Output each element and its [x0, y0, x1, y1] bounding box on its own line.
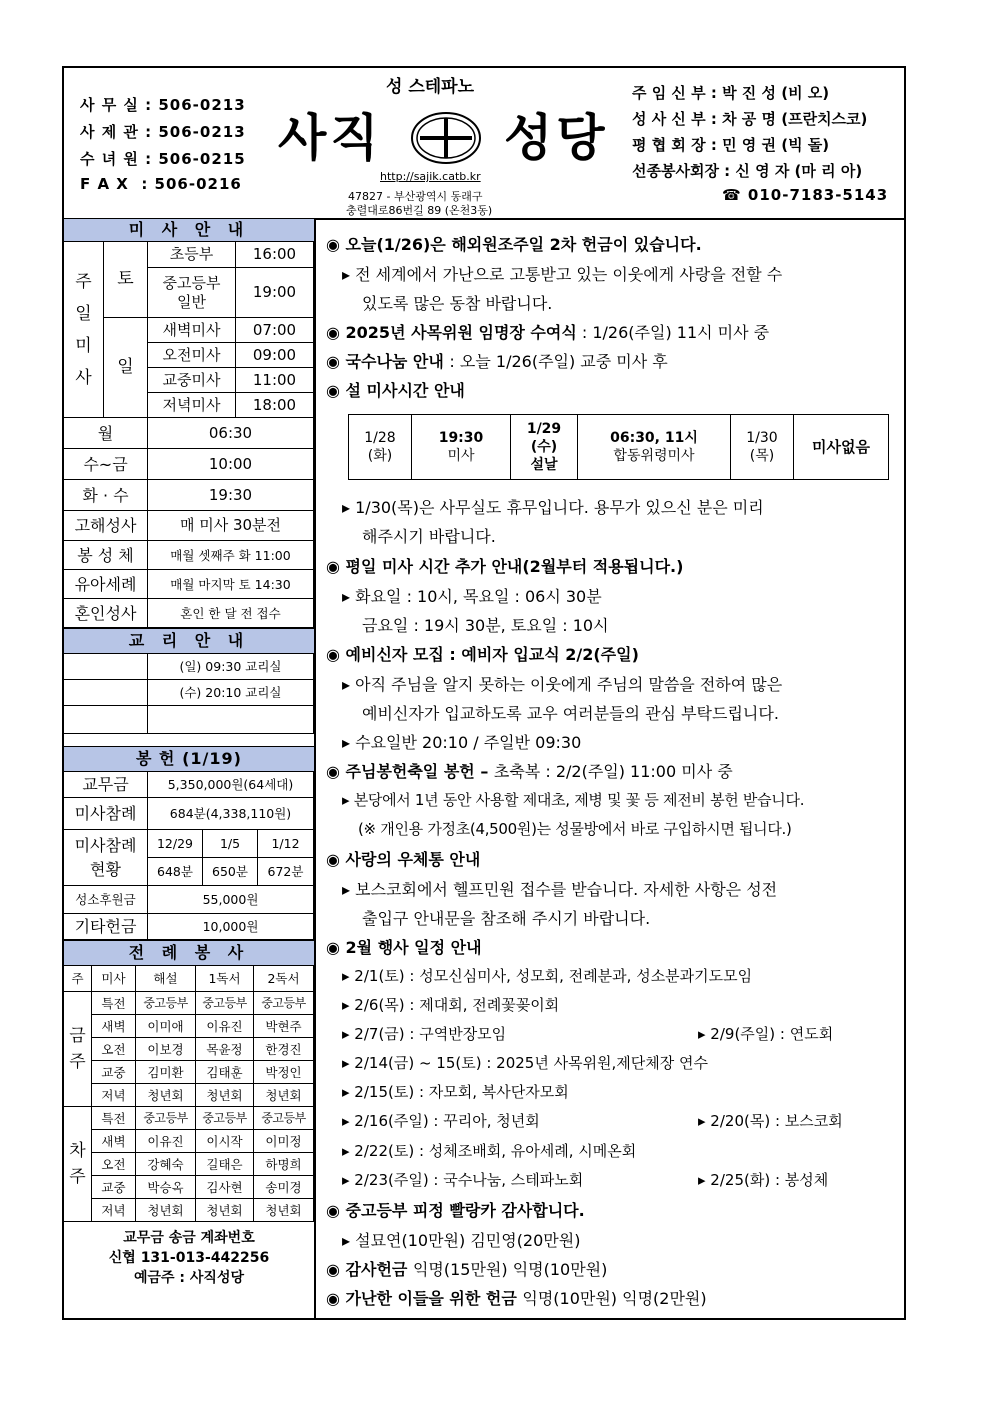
liturgy-cell: 강혜숙	[136, 1153, 196, 1176]
liturgy-section-title: 전 례 봉 사	[64, 940, 314, 966]
title-right: 성당	[504, 109, 609, 167]
event-line: ▸ 2/25(화) : 봉성체	[698, 1171, 829, 1189]
weekday-label: 월	[64, 418, 148, 449]
attendance-count: 672분	[258, 858, 314, 886]
address-line-2: 충렬대로86번길 89 (온천3동)	[346, 204, 493, 217]
liturgy-cell: 중고등부	[196, 992, 254, 1015]
liturgy-header: 해설	[136, 966, 196, 992]
mass-time: 18:00	[236, 393, 314, 418]
sacrament-label: 혼인성사	[64, 599, 148, 628]
address-line-1: 47827 - 부산광역시 동래구	[348, 190, 483, 203]
weekday-label: 화 · 수	[64, 480, 148, 511]
notice-line: ▸ 수요일반 20:10 / 주일반 09:30	[342, 733, 582, 752]
account-info	[64, 1228, 314, 1288]
notices-column	[316, 218, 904, 1318]
offering-label: 성소후원금	[64, 886, 148, 914]
event-line: ▸ 2/15(토) : 자모회, 복사단자모회	[342, 1083, 569, 1101]
liturgy-cell: 청년회	[136, 1084, 196, 1107]
mass-time: 09:00	[236, 343, 314, 368]
liturgy-cell: 이시작	[196, 1130, 254, 1153]
liturgy-cell: 김사현	[196, 1176, 254, 1199]
notice-title: ◉ 사랑의 우체통 안내	[326, 850, 481, 869]
sacrament-value: 매월 셋째주 화 11:00	[148, 541, 314, 570]
notice-line: ▸ 본당에서 1년 동안 사용할 제대초, 제병 및 꽃 등 제전비 봉헌 받습니다.	[342, 791, 805, 809]
event-line: ▸ 2/9(주일) : 연도회	[698, 1025, 834, 1043]
liturgy-mass: 특전	[92, 1107, 136, 1130]
staff-funeral: 선종봉사회장 : 신 영 자 (마 리 아)	[632, 162, 863, 180]
title-left: 사직	[278, 109, 383, 167]
contact-convent: 수 녀 원 : 506-0215	[80, 150, 246, 168]
notice-line: ▸ 아직 주님을 알지 못하는 이웃에게 주님의 말씀을 전하여 많은	[342, 675, 783, 694]
notice-title: ◉ 오늘(1/26)은 해외원조주일 2차 헌금이 있습니다.	[326, 235, 702, 254]
doctrine-row-label	[64, 706, 148, 734]
offering-label: 교무금	[64, 772, 148, 798]
seol-cell: 미사없음	[793, 414, 889, 480]
contact-fax: F A X : 506-0216	[80, 175, 242, 193]
week-label-this: 금 주	[64, 992, 92, 1107]
notice-title: ◉ 평일 미사 시간 추가 안내(2월부터 적용됩니다.)	[326, 557, 684, 576]
notice-line: 있도록 많은 동참 바랍니다.	[362, 294, 553, 313]
liturgy-cell: 이미정	[254, 1130, 314, 1153]
liturgy-cell: 길태은	[196, 1153, 254, 1176]
notice-title: ◉ 설 미사시간 안내	[326, 381, 465, 400]
liturgy-mass: 저녁	[92, 1084, 136, 1107]
weekday-time: 10:00	[148, 449, 314, 480]
notice-title: ◉ 가난한 이들을 위한 헌금 익명(10만원) 익명(2만원)	[326, 1289, 707, 1308]
attendance-date: 1/12	[258, 830, 314, 858]
mass-time: 07:00	[236, 318, 314, 343]
sunday-mass-label: 주 일 미 사	[64, 242, 104, 418]
liturgy-cell: 박승옥	[136, 1176, 196, 1199]
offering-value: 684분(4,338,110원)	[148, 798, 314, 830]
notice-line: (※ 개인용 가정초(4,500원)는 성물방에서 바로 구입하시면 됩니다.)	[358, 820, 792, 838]
event-line: ▸ 2/22(토) : 성체조배회, 유아세례, 시메온회	[342, 1142, 637, 1160]
offering-value: 55,000원	[148, 886, 314, 914]
notice-line: 예비신자가 입교하도록 교우 여러분들의 관심 부탁드립니다.	[362, 704, 779, 723]
liturgy-cell: 김태훈	[196, 1061, 254, 1084]
weekday-time: 06:30	[148, 418, 314, 449]
phone-number: ☎ 010-7183-5143	[722, 186, 889, 204]
mass-name: 교중미사	[148, 368, 236, 393]
event-line: ▸ 2/20(목) : 보스코회	[698, 1112, 843, 1130]
sacrament-value: 매월 마지막 토 14:30	[148, 570, 314, 599]
offering-label: 미사참례	[64, 798, 148, 830]
offering-value: 5,350,000원(64세대)	[148, 772, 314, 798]
liturgy-cell: 이보경	[136, 1038, 196, 1061]
saturday-label: 토	[104, 242, 148, 318]
liturgy-cell: 이미애	[136, 1015, 196, 1038]
liturgy-header: 1독서	[196, 966, 254, 992]
notice-title: ◉ 주님봉헌축일 봉헌 – 초축복 : 2/2(주일) 11:00 미사 중	[326, 762, 733, 781]
liturgy-cell: 청년회	[254, 1084, 314, 1107]
notice-line: ▸ 1/30(목)은 사무실도 휴무입니다. 용무가 있으신 분은 미리	[342, 498, 764, 517]
attendance-label: 미사참례 현황	[64, 830, 148, 886]
liturgy-cell: 중고등부	[196, 1107, 254, 1130]
week-label-next: 차 주	[64, 1107, 92, 1222]
notice-title: ◉ 국수나눔 안내 : 오늘 1/26(주일) 교중 미사 후	[326, 352, 668, 371]
seol-cell: 1/29 (수) 설날	[510, 414, 578, 480]
liturgy-cell: 김미환	[136, 1061, 196, 1084]
liturgy-header: 주	[64, 966, 92, 992]
liturgy-cell: 박정인	[254, 1061, 314, 1084]
sacrament-value: 매 미사 30분전	[148, 511, 314, 541]
seol-cell: 19:30 미사	[411, 414, 511, 480]
event-line: ▸ 2/23(주일) : 국수나눔, 스테파노회	[342, 1171, 584, 1189]
liturgy-mass: 오전	[92, 1153, 136, 1176]
doctrine-row	[148, 706, 314, 734]
mass-name: 초등부	[148, 242, 236, 268]
cross-logo-icon	[408, 110, 484, 166]
attendance-count: 648분	[148, 858, 203, 886]
liturgy-cell: 송미경	[254, 1176, 314, 1199]
sacrament-value: 혼인 한 달 전 접수	[148, 599, 314, 628]
liturgy-cell: 청년회	[254, 1199, 314, 1222]
liturgy-cell: 청년회	[196, 1199, 254, 1222]
liturgy-mass: 새벽	[92, 1130, 136, 1153]
offering-section-title: 봉 헌 (1/19)	[64, 746, 314, 772]
left-column	[64, 218, 316, 1318]
liturgy-mass: 오전	[92, 1038, 136, 1061]
liturgy-cell: 박현주	[254, 1015, 314, 1038]
notice-line: 금요일 : 19시 30분, 토요일 : 10시	[362, 616, 609, 635]
mass-name: 저녁미사	[148, 393, 236, 418]
event-line: ▸ 2/6(목) : 제대회, 전례꽃꽂이회	[342, 996, 560, 1014]
notice-line: ▸ 전 세계에서 가난으로 고통받고 있는 이웃에게 사랑을 전할 수	[342, 265, 783, 284]
liturgy-mass: 교중	[92, 1176, 136, 1199]
liturgy-cell: 중고등부	[136, 992, 196, 1015]
header	[64, 68, 904, 220]
notice-title: ◉ 예비신자 모집 : 예비자 입교식 2/2(주일)	[326, 645, 639, 664]
account-holder: 예금주 : 사직성당	[133, 1270, 244, 1286]
contact-office: 사 무 실 : 506-0213	[80, 96, 246, 114]
liturgy-cell: 이유진	[136, 1130, 196, 1153]
notice-line: 출입구 안내문을 참조해 주시기 바랍니다.	[362, 909, 651, 928]
sacrament-label: 고해성사	[64, 511, 148, 541]
notice-title: ◉ 2월 행사 일정 안내	[326, 938, 482, 957]
attendance-date: 1/5	[203, 830, 258, 858]
liturgy-mass: 저녁	[92, 1199, 136, 1222]
contact-rectory: 사 제 관 : 506-0213	[80, 123, 246, 141]
doctrine-row: (수) 20:10 교리실	[148, 680, 314, 706]
parish-website-link[interactable]: http://sajik.catb.kr	[380, 170, 481, 183]
mass-name: 오전미사	[148, 343, 236, 368]
event-line: ▸ 2/14(금) ~ 15(토) : 2025년 사목위원,제단체장 연수	[342, 1054, 709, 1072]
mass-name: 새벽미사	[148, 318, 236, 343]
bulletin-page	[62, 66, 906, 1320]
notice-line: ▸ 보스코회에서 헬프민원 접수를 받습니다. 자세한 사항은 성전	[342, 880, 778, 899]
event-line: ▸ 2/1(토) : 성모신심미사, 성모회, 전례분과, 성소분과기도모임	[342, 967, 753, 985]
doctrine-row: (일) 09:30 교리실	[148, 654, 314, 680]
doctrine-section-title: 교 리 안 내	[64, 628, 314, 654]
notice-line: ▸ 화요일 : 10시, 목요일 : 06시 30분	[342, 587, 602, 606]
liturgy-cell: 청년회	[196, 1084, 254, 1107]
notice-line: ▸ 설묘연(10만원) 김민영(20만원)	[342, 1231, 581, 1250]
seol-cell: 1/28 (화)	[348, 414, 412, 480]
sacrament-label: 봉 성 체	[64, 541, 148, 570]
doctrine-row-label	[64, 654, 148, 680]
offering-label: 기타헌금	[64, 914, 148, 940]
event-line: ▸ 2/16(주일) : 꾸리아, 청년회	[342, 1112, 540, 1130]
liturgy-cell: 하명희	[254, 1153, 314, 1176]
event-line: ▸ 2/7(금) : 구역반장모임	[342, 1025, 507, 1043]
liturgy-cell: 한경진	[254, 1038, 314, 1061]
liturgy-cell: 목윤정	[196, 1038, 254, 1061]
liturgy-mass: 특전	[92, 992, 136, 1015]
weekday-label: 수~금	[64, 449, 148, 480]
offering-value: 10,000원	[148, 914, 314, 940]
account-number: 신협 131-013-442256	[108, 1250, 270, 1266]
mass-section-title: 미 사 안 내	[64, 218, 314, 242]
doctrine-row-label	[64, 680, 148, 706]
liturgy-cell: 이유진	[196, 1015, 254, 1038]
mass-time: 16:00	[236, 242, 314, 268]
liturgy-mass: 교중	[92, 1061, 136, 1084]
liturgy-cell: 청년회	[136, 1199, 196, 1222]
attendance-count: 650분	[203, 858, 258, 886]
parish-patron: 성 스테파노	[386, 77, 475, 97]
liturgy-header: 미사	[92, 966, 136, 992]
liturgy-mass: 새벽	[92, 1015, 136, 1038]
account-title: 교무금 송금 계좌번호	[123, 1230, 255, 1246]
seol-cell: 1/30 (목)	[730, 414, 794, 480]
notice-title: ◉ 2025년 사목위원 임명장 수여식 : 1/26(주일) 11시 미사 중	[326, 323, 770, 342]
notice-title: ◉ 감사헌금 익명(15만원) 익명(10만원)	[326, 1260, 608, 1279]
liturgy-cell: 중고등부	[136, 1107, 196, 1130]
liturgy-cell: 중고등부	[254, 1107, 314, 1130]
liturgy-header: 2독서	[254, 966, 314, 992]
mass-time: 11:00	[236, 368, 314, 393]
staff-pastor: 주 임 신 부 : 박 진 성 (비 오)	[632, 84, 830, 102]
sunday-label: 일	[104, 318, 148, 418]
weekday-time: 19:30	[148, 480, 314, 511]
notice-line: 해주시기 바랍니다.	[362, 527, 496, 546]
attendance-date: 12/29	[148, 830, 203, 858]
notice-title: ◉ 중고등부 피정 빨랑카 감사합니다.	[326, 1201, 585, 1220]
liturgy-cell: 중고등부	[254, 992, 314, 1015]
seol-cell: 06:30, 11시 합동위령미사	[577, 414, 731, 480]
mass-time: 19:00	[236, 268, 314, 318]
staff-council: 평 협 회 장 : 민 영 권 (빅 돌)	[632, 136, 830, 154]
mass-name: 중고등부 일반	[148, 268, 236, 318]
staff-assistant: 성 사 신 부 : 차 공 명 (프란치스코)	[632, 110, 868, 128]
sacrament-label: 유아세례	[64, 570, 148, 599]
